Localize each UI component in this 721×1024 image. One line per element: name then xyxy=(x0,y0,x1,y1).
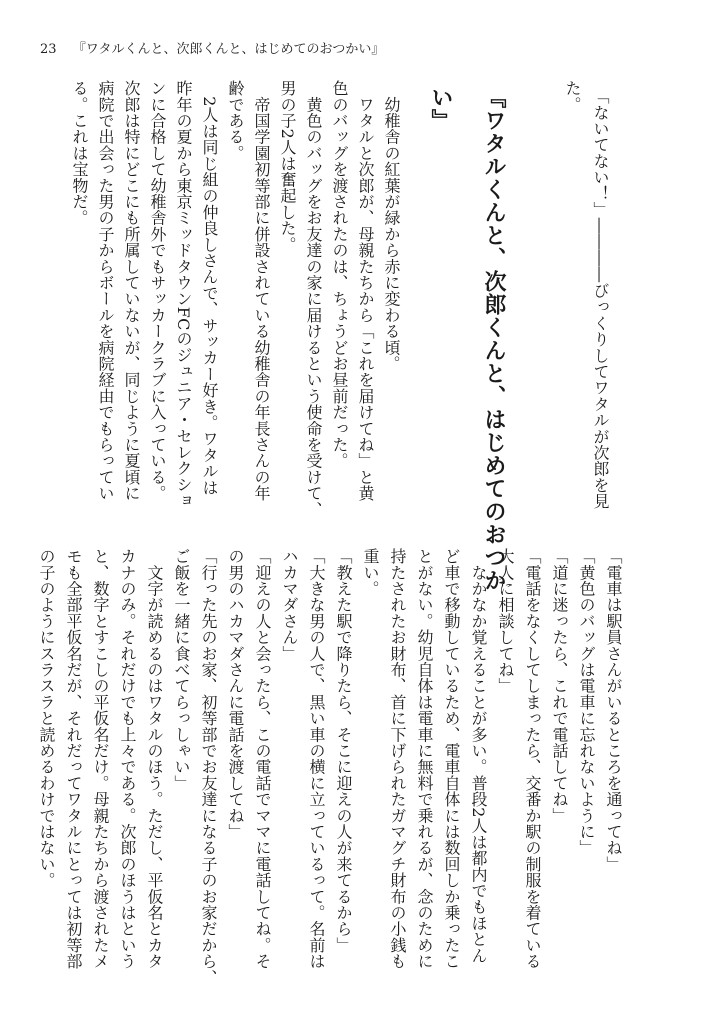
text-line: 大人に相談してね」 xyxy=(496,548,515,694)
running-header xyxy=(40,38,384,57)
text-line: 「教えた駅で降りたら、そこに迎えの人が来てるから」 xyxy=(334,548,353,953)
text-line: 「行った先のお家、初等部でお友達になる子のお家だから、 xyxy=(199,548,218,986)
text-line: 男の子2人は奮起した。 xyxy=(278,80,297,253)
text-line: モも全部平仮名だが、それだってワタルにとっては初等部 xyxy=(64,548,83,970)
text-line: 病院で出会った男の子からボールを病院経由でもらってい xyxy=(96,80,115,502)
running-title: 『ワタルくんと、次郎くんと、はじめてのおつかい』 xyxy=(72,42,385,57)
text-line: カナのみ。それだけでも上々である。次郎のほうはという xyxy=(118,548,137,970)
text-line: ハカマダさん」 xyxy=(280,548,299,662)
text-line: ワタルと次郎が、母親たちから「これを届けてね」と黄 xyxy=(356,80,375,502)
text-line: ど車で移動しているため、電車自体には数回しか乗ったこ xyxy=(442,548,461,970)
text-line: 幼稚舎の紅葉が緑から赤に変わる頃。 xyxy=(382,80,401,372)
text-line: 2人は同じ組の仲良しさんで、サッカー好き。ワタルは xyxy=(200,80,219,496)
text-line: た。 xyxy=(563,80,582,113)
text-line: 「ないてない！」――――びっくりしてワタルが次郎を見 xyxy=(591,88,610,510)
text-line: 昨年の夏から東京ミッドタウンFCのジュニア・セレクショ xyxy=(174,80,193,509)
text-line: の子のようにスラスラと読めるわけではない。 xyxy=(37,548,56,889)
text-line: ご飯を一緒に食べてらっしゃい」 xyxy=(172,548,191,791)
text-line: なかなか覚えることが多い。普段2人は都内でもほとん xyxy=(469,548,488,964)
text-line: る。これは宝物だ。 xyxy=(70,80,89,226)
text-line: 色のバッグを渡されたのは、ちょうどお昼前だった。 xyxy=(330,80,349,469)
text-line: ンに合格して幼稚舎外でもサッカークラブに入っている。 xyxy=(148,80,167,502)
page-number: 23 xyxy=(40,42,57,57)
text-line: 重い。 xyxy=(361,548,380,597)
text-line: 「大きな男の人で、黒い車の横に立っているって。名前は xyxy=(307,548,326,970)
text-line: と、数字とすこしの平仮名だけ。母親たちから渡されたメ xyxy=(91,548,110,970)
text-line: 持たされたお財布、首に下げられたガマグチ財布の小銭も xyxy=(388,548,407,970)
text-line: 「黄色のバッグは電車に忘れないように」 xyxy=(577,548,596,856)
text-line: 黄色のバッグをお友達の家に届けるという使命を受けて、 xyxy=(304,80,323,518)
text-line: 「電車は駅員さんがいるところを通ってね」 xyxy=(604,548,623,872)
text-line: の男のハカマダさんに電話を渡してね」 xyxy=(226,548,245,840)
text-line: 文字が読めるのはワタルのほう。ただし、平仮名とカタ xyxy=(145,548,164,970)
text-line: 「電話をなくしてしまったら、交番か駅の制服を着ている xyxy=(523,548,542,970)
text-line: 帝国学園初等部に併設されている幼稚舎の年長さんの年 xyxy=(252,80,271,502)
chapter-heading-line: 『ワタルくんと、次郎くんと、はじめてのおつか xyxy=(481,86,506,592)
text-line: 齢である。 xyxy=(226,80,245,161)
bottom-text-block xyxy=(33,548,627,986)
text-line: 「道に迷ったら、これで電話してね」 xyxy=(550,548,569,824)
text-line: 「迎えの人と会ったら、この電話でママに電話してね。そ xyxy=(253,548,272,970)
chapter-heading-line: い』 xyxy=(428,86,453,132)
text-line: とがない。幼児自体は電車に無料で乗れるが、念のために xyxy=(415,548,434,970)
text-line: 次郎は特にどこにも所属していないが、同じように夏頃に xyxy=(122,80,141,502)
